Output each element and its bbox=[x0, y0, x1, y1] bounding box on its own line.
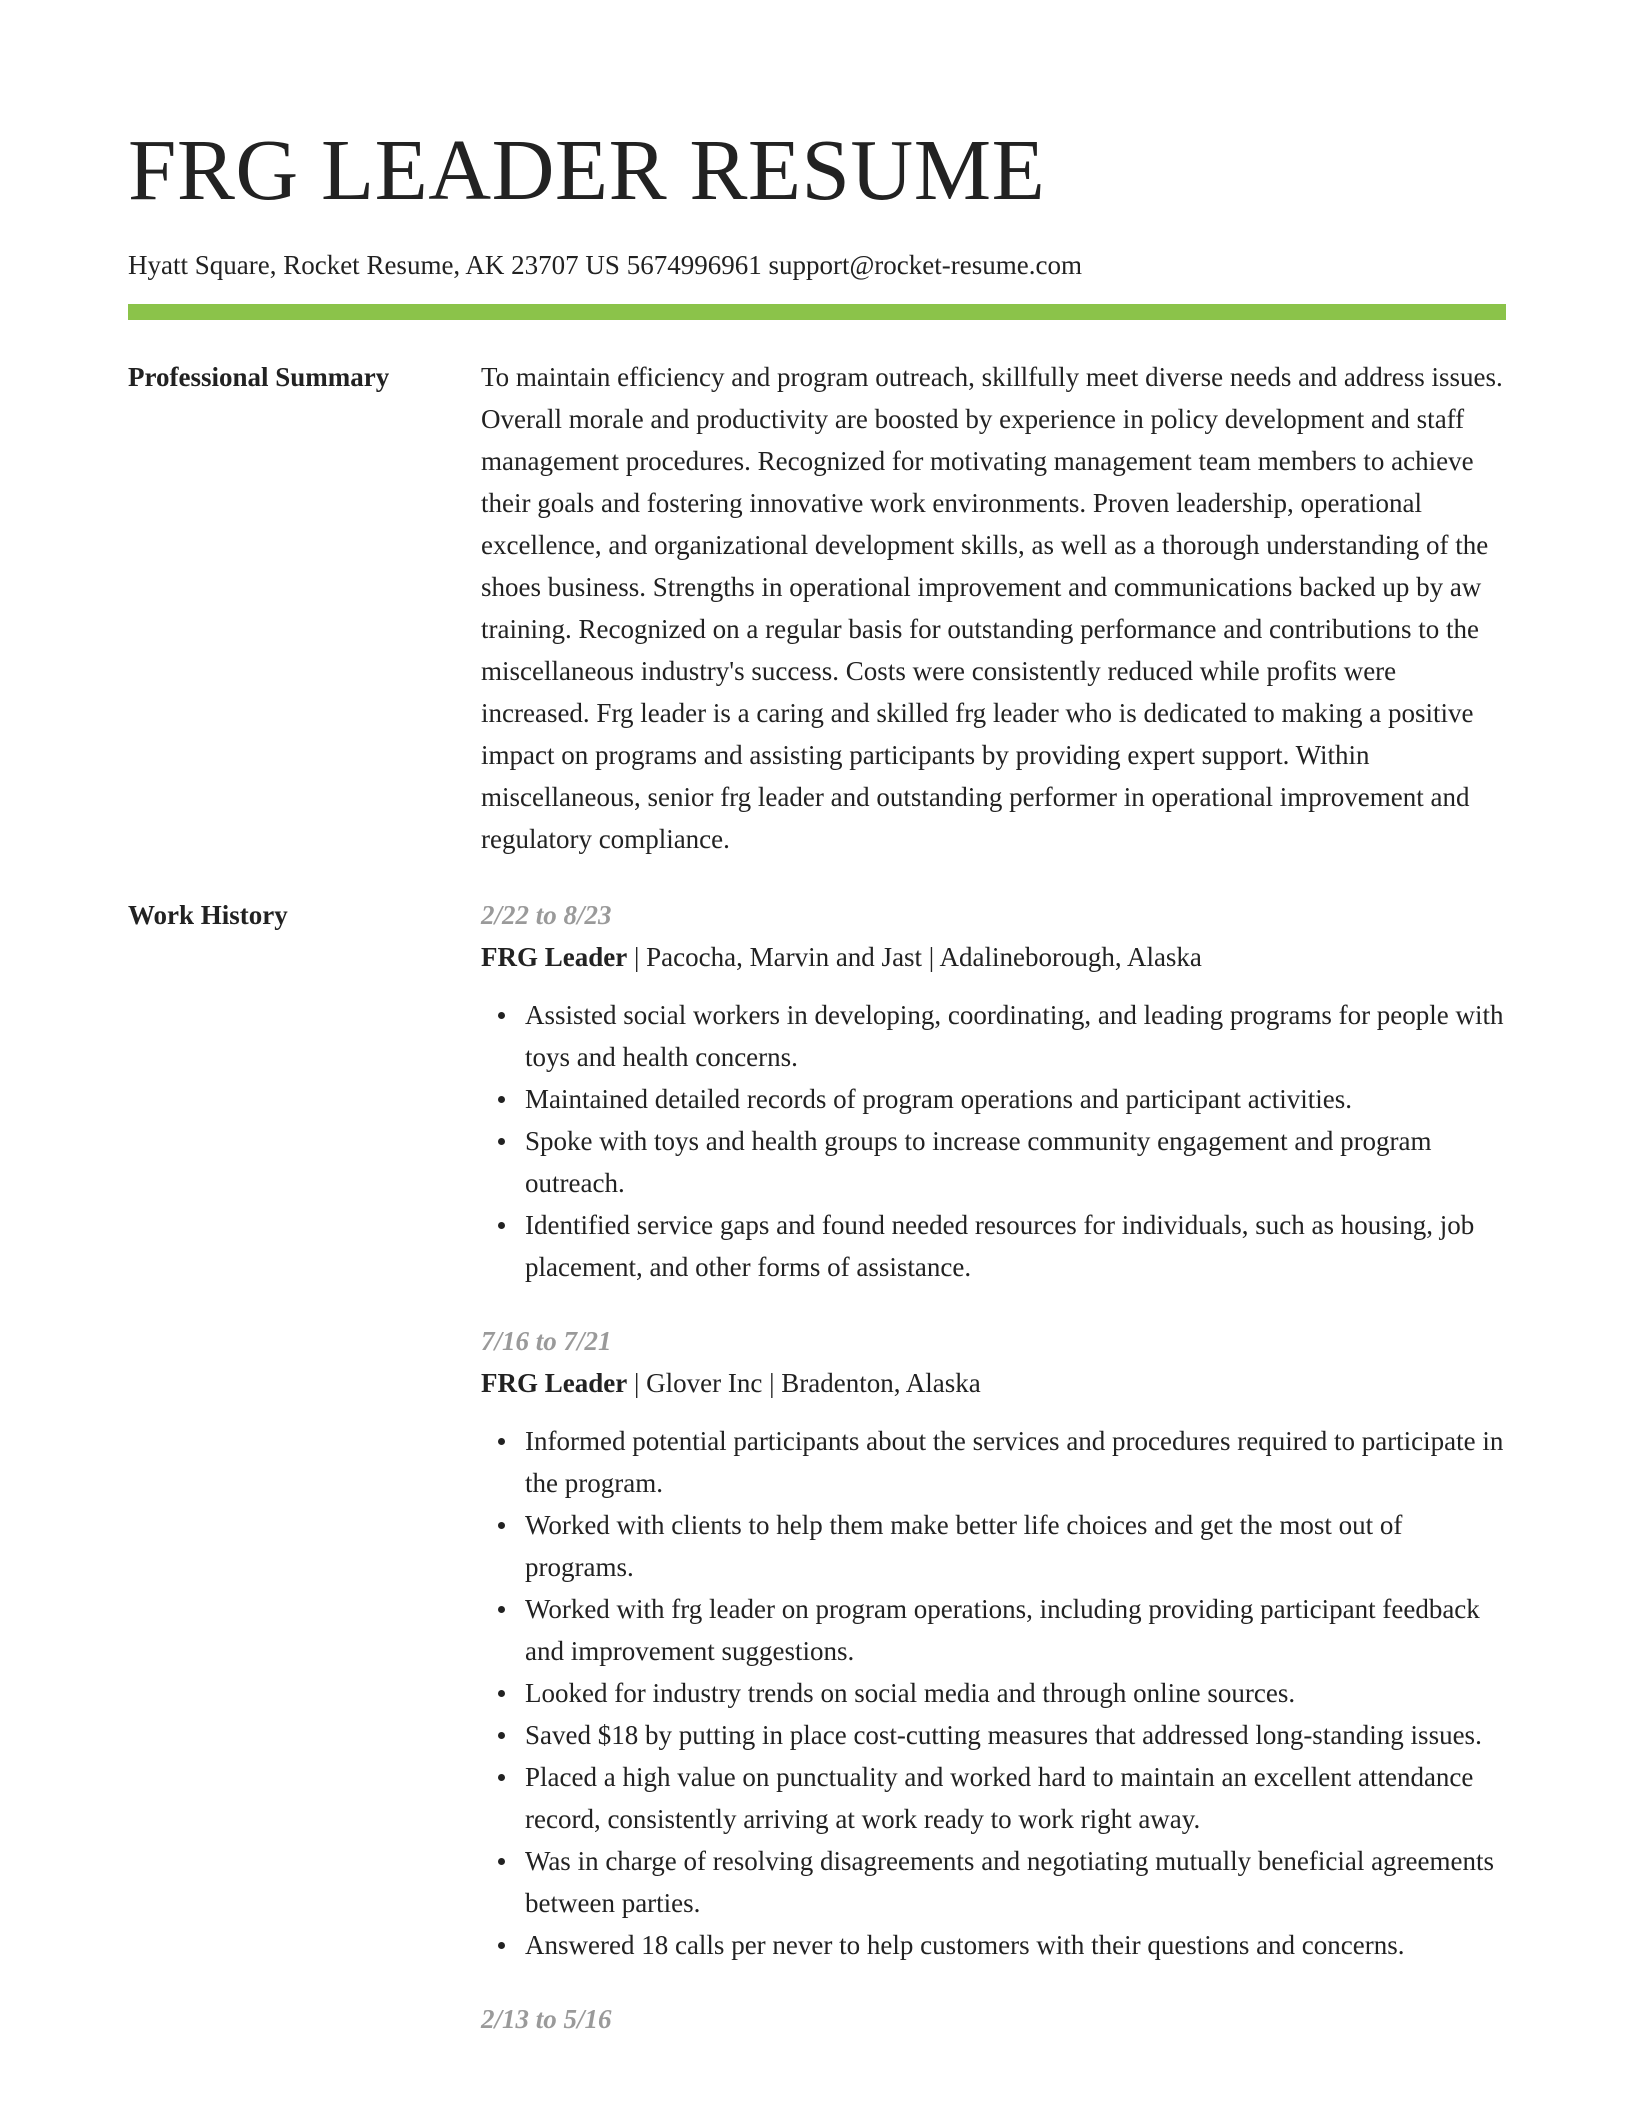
summary-text: To maintain efficiency and program outreach, skillfully meet diverse needs and address issues. Overall morale and productivity are boosted by experience in policy development and staff management procedures. Recognized for motivating management team members to achieve their goals and fostering innovative work environments. Proven leadership, operational excellence, and organizational development skills, as well as a thorough understanding of the shoes business. Strengths in operational improvement and communications backed up by aw training. Recognized on a regular basis for outstanding performance and contributions to the miscellaneous industry's success. Costs were consistently reduced while profits were increased. Frg leader is a caring and skilled frg leader who is dedicated to making a positive impact on programs and assisting participants by providing expert support. Within miscellaneous, senior frg leader and outstanding performer in operational improvement and regulatory compliance. bbox=[481, 362, 1503, 854]
work-history-body bbox=[481, 894, 1506, 2072]
job-dates: 7/16 to 7/21 bbox=[481, 1326, 612, 1356]
job-title: FRG Leader bbox=[481, 1368, 628, 1398]
header-divider bbox=[128, 304, 1506, 320]
job-bullet: Spoke with toys and health groups to increase community engagement and program outreach. bbox=[525, 1120, 1506, 1204]
job-details: | Pacocha, Marvin and Jast | Adalineborough, Alaska bbox=[627, 942, 1202, 972]
section-title-summary: Professional Summary bbox=[128, 362, 390, 392]
work-history-section bbox=[128, 894, 1506, 2072]
summary-body bbox=[481, 356, 1506, 860]
job-bullet: Maintained detailed records of program operations and participant activities. bbox=[525, 1078, 1506, 1120]
job-details: | Glover Inc | Bradenton, Alaska bbox=[627, 1368, 981, 1398]
contact-line: Hyatt Square, Rocket Resume, AK 23707 US 5674996961 support@rocket-resume.com bbox=[128, 250, 1082, 280]
job-bullet-list bbox=[481, 1420, 1506, 1966]
job-entry bbox=[481, 894, 1506, 1288]
job-bullet: Answered 18 calls per never to help customers with their questions and concerns. bbox=[525, 1924, 1506, 1966]
job-heading bbox=[481, 1362, 1506, 1404]
job-entry bbox=[481, 1320, 1506, 1966]
professional-summary-section bbox=[128, 356, 1506, 860]
job-dates: 2/13 to 5/16 bbox=[481, 2004, 612, 2034]
job-title: FRG Leader bbox=[481, 942, 628, 972]
resume-title: FRG LEADER RESUME bbox=[128, 121, 1046, 218]
job-bullet: Was in charge of resolving disagreements and negotiating mutually beneficial agreements between parties. bbox=[525, 1840, 1506, 1924]
resume-page bbox=[128, 0, 1506, 2072]
job-bullet-list bbox=[481, 994, 1506, 1288]
job-bullet: Saved $18 by putting in place cost-cutting measures that addressed long-standing issues. bbox=[525, 1714, 1506, 1756]
section-title-work-history: Work History bbox=[128, 900, 288, 930]
job-bullet: Informed potential participants about the services and procedures required to participate in the program. bbox=[525, 1420, 1506, 1504]
job-dates: 2/22 to 8/23 bbox=[481, 900, 612, 930]
job-bullet: Looked for industry trends on social media and through online sources. bbox=[525, 1672, 1506, 1714]
job-bullet: Worked with frg leader on program operations, including providing participant feedback and improvement suggestions. bbox=[525, 1588, 1506, 1672]
job-bullet: Identified service gaps and found needed resources for individuals, such as housing, job placement, and other forms of assistance. bbox=[525, 1204, 1506, 1288]
job-bullet: Worked with clients to help them make better life choices and get the most out of programs. bbox=[525, 1504, 1506, 1588]
job-bullet: Placed a high value on punctuality and worked hard to maintain an excellent attendance record, consistently arriving at work ready to work right away. bbox=[525, 1756, 1506, 1840]
job-bullet: Assisted social workers in developing, coordinating, and leading programs for people with toys and health concerns. bbox=[525, 994, 1506, 1078]
job-heading bbox=[481, 936, 1506, 978]
job-entry bbox=[481, 1998, 1506, 2040]
